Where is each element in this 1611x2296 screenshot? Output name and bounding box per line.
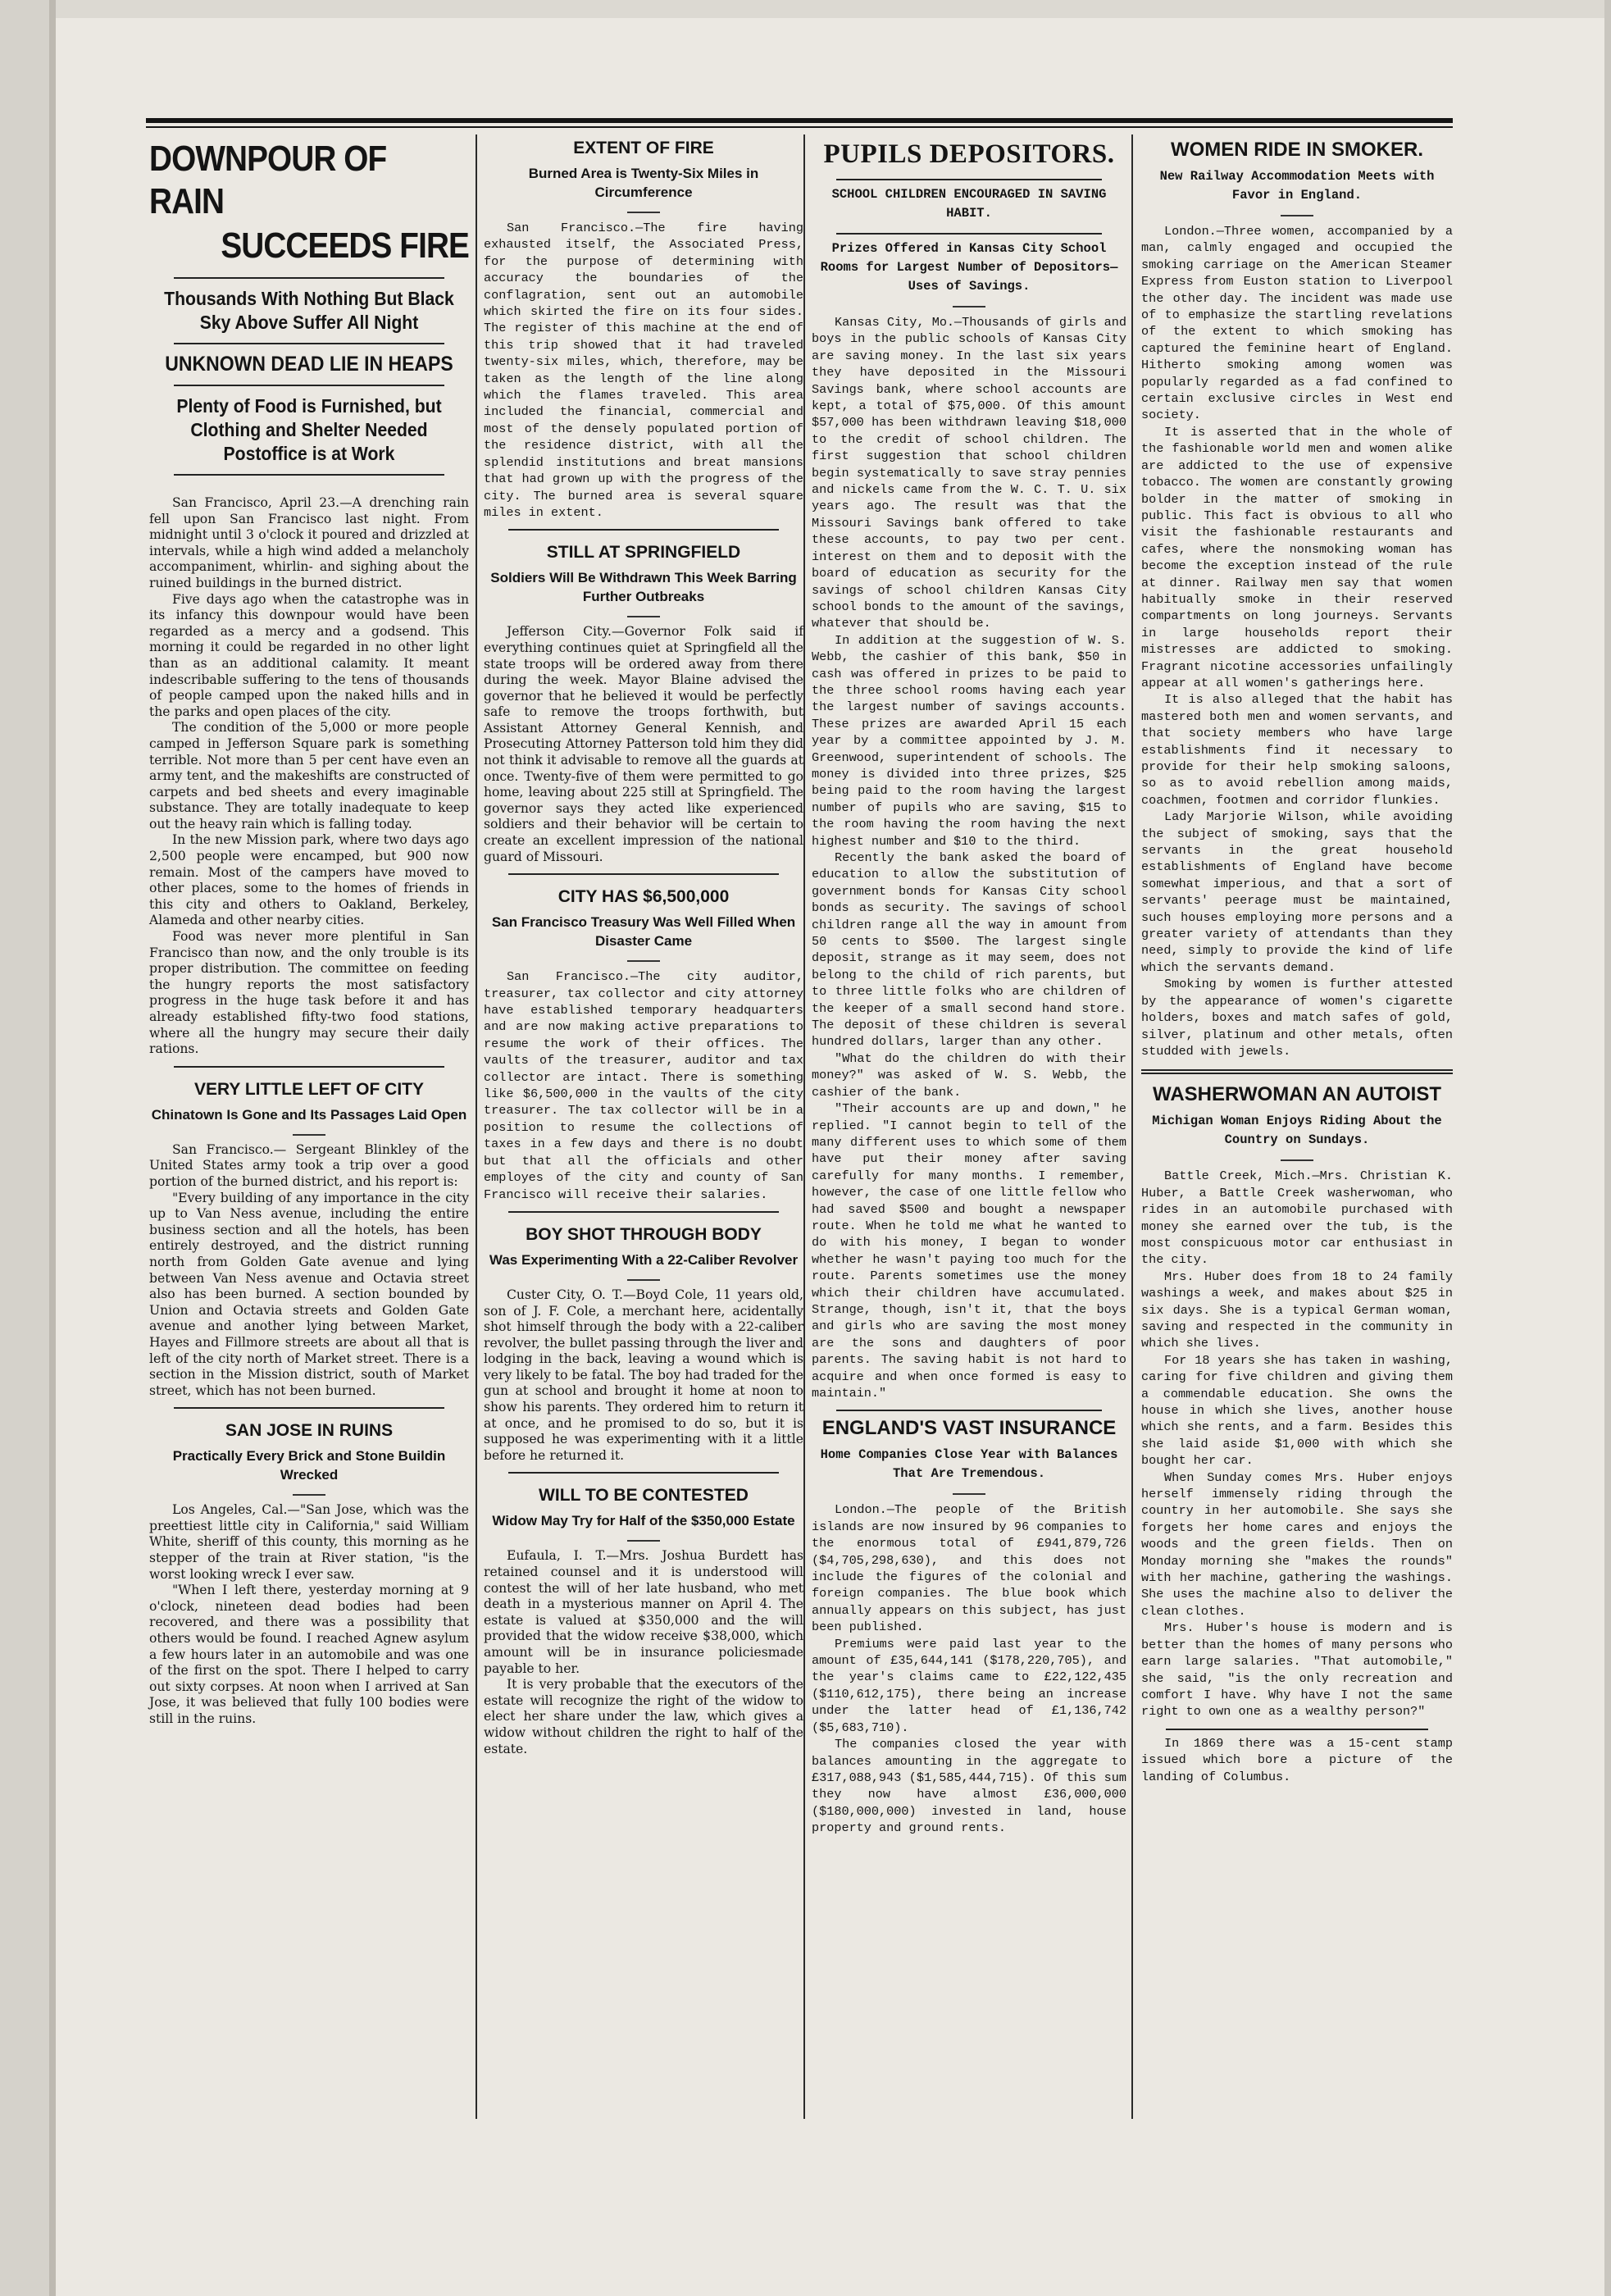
divider — [627, 212, 660, 213]
paragraph: Premiums were paid last year to the amount of £35,644,141 ($178,220,705), and the year's claims came to £22,122,435 ($110,612,175), there being an increase under the latter head of £1,136,742 ($5,683,710). — [812, 1636, 1126, 1735]
masthead-rule-thin — [146, 126, 1453, 128]
paragraph: "What do the children do with their money?" was asked of W. S. Webb, the cashier of the bank. — [812, 1050, 1126, 1100]
column-1 — [146, 134, 472, 2135]
paragraph: "Their accounts are up and down," he replied. "I cannot begin to tell of the many different uses to which some of them have put their money after saving carefully for many months. I remember, however, the case of one little fellow who had saved $500 and bought a newspaper route. When he told me what he wanted to do with his money, I began to wonder whether he wasn't paying too much for the route. Parents sometimes use the money which their children have accumulated. Strange, though, isn't it, that the boys and girls who are saving the most money are the sons and daughters of poor parents. The saving habit is not hard to acquire and when once formed is easy to maintain." — [812, 1101, 1126, 1401]
paragraph: Lady Marjorie Wilson, while avoiding the subject of smoking, says that the servants in the great household establishments of England have become somewhat imperious, and that a sort of servants' peerage must be maintained, such houses employing more persons and a greater variety of attendants than they need, simply to provide the kind of life which the servants demand. — [1141, 809, 1453, 975]
paragraph: Los Angeles, Cal.—"San Jose, which was the preettiest little city in California," said William White, sheriff of this county, this morning as he stepper of the train at River station, "is the worst looking wreck I ever saw. — [149, 1502, 469, 1582]
main-headline-line2: SUCCEEDS FIRE — [221, 226, 469, 266]
column-2 — [480, 134, 807, 2135]
divider — [953, 1493, 985, 1495]
paragraph: Smoking by women is further attested by the appearance of women's cigarette holders, boxes and match safes of gold, silver, platinum and other metals, often studded with jewels. — [1141, 977, 1453, 1059]
paragraph: It is asserted that in the whole of the fashionable world men and women alike are addicted to the use of expensive tobacco. The women are constantly growing bolder in the matter of smoking in public. This fact is obvious to all who visit the fashionable restaurants and cafes, where the nonsmoking woman has become the exception instead of the rule at dinner. Railway men say that women habitually smoke in their reserved compartments on long journeys. Servants in large households report their mistresses are addicted to smoking. Fragrant nicotine accessories unfailingly appear at all women's gatherings here. — [1141, 424, 1453, 690]
divider — [174, 385, 444, 386]
article-subhead: Chinatown Is Gone and Its Passages Laid Open — [151, 1106, 467, 1123]
divider — [627, 1279, 660, 1281]
article-body — [484, 220, 803, 521]
paragraph: "When I left there, yesterday morning at 9 o'clock, nineteen dead bodies had been recovered, and there was a possibility that others would be found. I reached Agnew asylum a few hours later in an automobile and was one of the first on the spot. There I helped to carry out sixty corpses. At noon when I arrived at San Jose, it was believed that fully 100 bodies were still in the ruins. — [149, 1583, 469, 1726]
divider — [174, 1407, 444, 1409]
paragraph: San Francisco.—The fire having exhausted itself, the Associated Press, for the purpose of determining with accuracy the boundaries of the conflagration, sent out an automobile which skirted the fire on its four sides. The register of this machine at the end of this trip showed that it had traveled twenty-six miles, which, therefore, may be taken as the length of the line along which the flames traveled. This area included the financial, commercial and most of the densely populated portion of the residence district, with all the splendid institutions and breat mansions that had grown up with the progress of the city. The burned area is several square miles in extent. — [484, 221, 803, 520]
divider — [627, 1540, 660, 1542]
article-body — [149, 495, 469, 1058]
paragraph: San Francisco.—The city auditor, treasurer, tax collector and city attorney have established temporary headquarters and are now making active preparations to resume the work of their offices. The vaults of the treasurer, auditor and tax collector are intact. There is something like $6,500,000 in the vaults of the city treasurer. The tax collector will be in a position to resume the collections of taxes in a few days and there is no doubt but that all the officials and other employes of the city and county of San Francisco will receive their salaries. — [484, 969, 803, 1202]
paragraph: Kansas City, Mo.—Thousands of girls and boys in the public schools of Kansas City are saving money. In the last six years they have deposited in the Missouri Savings bank, where school accounts are kept, a total of $75,000. Of this amount $57,000 has been withdrawn leaving $18,000 to the credit of school children. The first suggestion that school children begin systematically to save stray pennies and nickels came from the W. C. T. U. six years ago. The result was that the Missouri Savings bank offered to take these accounts, to pay two per cent. interest on them and to deposit with the board of education as security for the savings of school children Kansas City school bonds to the amount of the savings, whatever that should be. — [812, 315, 1126, 631]
divider — [953, 306, 985, 308]
paragraph: London.—Three women, accompanied by a man, calmly engaged and occupied the smoking carriage on the American Steamer Express from Euston station to Liverpool the other day. The incident was made use of to emphasize the startling revelations of the extent to which smoking has captured the feminine heart of England. Hitherto smoking among women was popularly regarded as a fad confined to certain exclusive circles in West end society. — [1141, 224, 1453, 423]
article-headline: WILL TO BE CONTESTED — [539, 1486, 749, 1506]
paragraph: Jefferson City.—Governor Folk said if everything continues quiet at Springfield all the state troops will be ordered away from there during the week. Mayor Blaine advised the governor that he believed it would be perfectly safe to remove the troops forthwith, but Assistant Attorney General Kennish, and Prosecuting Attorney Patterson told him they did not think it advisable to remove all the guards at once. Twenty-five of them were permitted to go home, leaving about 225 still at Springfield. The governor says they acted like experienced soldiers and their behavior will be certain to create an excellent impression of the national guard of Missouri. — [484, 624, 803, 864]
divider — [1141, 1073, 1453, 1074]
article-subhead: Home Companies Close Year with Balances That Are Tremendous. — [820, 1447, 1118, 1482]
paragraph: San Francisco, April 23.—A drenching rain fell upon San Francisco last night. From midnight until 3 o'clock it poured and drizzled at intervals, while a high wind added a melancholy accompaniment, whirlin- and sighing about the ruined buildings in the burned district. — [149, 495, 469, 590]
paragraph: Eufaula, I. T.—Mrs. Joshua Burdett has retained counsel and it is understood will contest the will of her late husband, who met death in a mysterious manner on April 4. The estate is valued at $350,000 and the will provided that the widow receive $38,000, which amount will be in insurance policiesmade payable to her. — [484, 1548, 803, 1676]
paragraph: Mrs. Huber's house is modern and is better than the homes of many persons who earn large salaries. "That automobile," she said, "is the only recreation and comfort I have. Why have I not the same right to own one as a wealthy person?" — [1141, 1620, 1453, 1720]
divider — [836, 179, 1102, 180]
article-headline: PUPILS DEPOSITORS. — [823, 139, 1115, 169]
paragraph: When Sunday comes Mrs. Huber enjoys herself immensely riding through the country in her automobile. She says she forgets her home cares and enjoys the woods and the green fields. Then on Monday morning she "makes the rounds" with her machine, gathering the washings. She uses the machine also to deliver the clean clothes. — [1141, 1469, 1453, 1619]
paragraph: "Every building of any importance in the city up to Van Ness avenue, including the entire business section and all the hotels, has been entirely destroyed, and the district running north from Golden Gate avenue and lying between Van Ness avenue and Octavia street also has been burned. A section bounded by Union and Octavia streets and Golden Gate avenue and another lying between Market, Hayes and Fillmore streets are about all that is left of the city north of Market street. There is a section in the Mission district, south of Market street, which has not been burned. — [149, 1190, 469, 1398]
divider — [508, 1211, 779, 1213]
paragraph: It is very probable that the executors of the estate will recognize the right of the widow to elect her share under the law, which gives a widow without children the right to half of the estate. — [484, 1677, 803, 1756]
article-body — [1141, 223, 1453, 1059]
article-subhead: Burned Area is Twenty-Six Miles in Circumference — [528, 166, 759, 200]
article-subhead: Practically Every Brick and Stone Buildin Wrecked — [172, 1448, 446, 1483]
article-body — [812, 314, 1126, 1401]
article-body — [149, 1502, 469, 1727]
article-subhead: Was Experimenting With a 22-Caliber Revolver — [489, 1251, 799, 1268]
paragraph: San Francisco.— Sergeant Blinkley of the United States army took a trip over a good portion of the burned district, and his report is: — [149, 1141, 469, 1189]
divider — [836, 233, 1102, 235]
paragraph: In 1869 there was a 15-cent stamp issued which bore a picture of the landing of Columbus. — [1141, 1735, 1453, 1784]
article-body — [484, 624, 803, 865]
divider — [174, 1066, 444, 1068]
paragraph: London.—The people of the British islands are now insured by 96 companies to the enormous total of £941,879,726 ($4,705,298,630), and this does not include the figures of the colonial and foreign companies. The blue book which annually appears on this subject, has just been published. — [812, 1502, 1126, 1635]
scan-edge-right — [1604, 0, 1611, 2296]
article-headline: WASHERWOMAN AN AUTOIST — [1153, 1083, 1441, 1106]
article-body — [484, 1287, 803, 1465]
article-headline: STILL AT SPRINGFIELD — [546, 543, 741, 563]
paragraph: The condition of the 5,000 or more people camped in Jefferson Square park is something terrible. Not more than 5 per cent have even an army tent, and the makeshifts are constructed of carpets and bed sheets and every imaginable substance. They are totally inadequate to keep out the heavy rain which is falling today. — [149, 720, 469, 831]
article-subhead: Michigan Woman Enjoys Riding About the Country on Sundays. — [1152, 1114, 1442, 1148]
paragraph: Mrs. Huber does from 18 to 24 family washings a week, and makes about $25 in six days. She is a typical German woman, saving and respected in the community in which she lives. — [1141, 1269, 1453, 1351]
article-body — [812, 1501, 1126, 1836]
article-subhead: San Francisco Treasury Was Well Filled When Disaster Came — [491, 914, 796, 950]
article-subhead: SCHOOL CHILDREN ENCOURAGED IN SAVING HABIT. — [831, 187, 1107, 221]
paragraph: In addition at the suggestion of W. S. Webb, the cashier of this bank, $50 in cash was offered in prizes to be paid to the three school rooms having each year the largest number of savings accounts. These prizes are awarded April 15 each year by a committee appointed by J. M. Greenwood, superintendent of schools. The money is divided into three prizes, $25 being paid to the room having the largest number of pupils who are saving, $15 to the room having the room having the next highest number and $10 to the third. — [812, 632, 1126, 849]
column-3 — [808, 134, 1130, 2135]
article-headline: EXTENT OF FIRE — [573, 139, 714, 157]
paragraph: Battle Creek, Mich.—Mrs. Christian K. Huber, a Battle Creek washerwoman, who rides in an automobile purchased with money she earned over the tub, is the most conspicuous motor car enthusiast in the city. — [1141, 1168, 1453, 1268]
paragraph: It is also alleged that the habit has mastered both men and women servants, and that society members who have large establishments find it necessary to provide for their help smoking saloons, so as to avoid rebellion among maids, coachmen, footmen and corridor flunkies. — [1141, 692, 1453, 808]
divider — [836, 1410, 1102, 1411]
paragraph: Custer City, O. T.—Boyd Cole, 11 years old, son of J. F. Cole, a merchant here, acidentally shot himself through the body with a 22-caliber revolver, the bullet passing through the liver and lodging in the back, leaving a wound which is very likely to be fatal. The boy had traded for the gun at school and brought it home at noon to show his parents. They ordered him to return it at once, and he promised to do so, but it is supposed he was experimenting with it a little before he returned it. — [484, 1287, 803, 1463]
scan-margin-left — [0, 0, 56, 2296]
article-body — [484, 1548, 803, 1757]
headline-deck: Plenty of Food is Furnished, but Clothing and Shelter Needed Postoffice is at Work — [176, 395, 442, 464]
paragraph: The companies closed the year with balances amounting in the aggregate to £317,088,943 ($1,585,444,715). Of this sum they now have almost £36,000,000 ($180,000,000) invested in land, house property and ground rents. — [812, 1737, 1126, 1836]
headline-deck: UNKNOWN DEAD LIE IN HEAPS — [165, 353, 453, 376]
paragraph: Five days ago when the catastrophe was in its infancy this downpour would have been regarded as a mercy and a godsend. This morning it could be regarded in no other light than as an additional calamity. It meant indescribable suffering to the tens of thousands of people camped upon the naked hills and in the parks and open places of the city. — [149, 591, 469, 719]
divider — [508, 873, 779, 875]
divider — [1166, 1729, 1428, 1730]
divider — [293, 1134, 325, 1136]
article-body — [149, 1142, 469, 1400]
divider — [1281, 215, 1313, 216]
divider — [508, 1472, 779, 1474]
article-headline: WOMEN RIDE IN SMOKER. — [1170, 139, 1423, 161]
filler-item — [1141, 1735, 1453, 1785]
scan-margin-top — [56, 0, 1611, 18]
divider — [174, 474, 444, 476]
column-divider — [1131, 134, 1133, 2119]
article-headline: BOY SHOT THROUGH BODY — [526, 1224, 762, 1244]
article-headline: CITY HAS $6,500,000 — [557, 887, 730, 907]
article-headline: VERY LITTLE LEFT OF CITY — [193, 1079, 424, 1099]
paragraph: In the new Mission park, where two days ago 2,500 people were encamped, but 900 now remain. Most of the campers have moved to other places, some to the homes of friends in this city and others to Oakland, Berkeley, Alameda and other nearby cities. — [149, 832, 469, 928]
column-4 — [1138, 134, 1456, 2135]
article-subhead: New Railway Accommodation Meets with Favor in England. — [1159, 169, 1435, 203]
headline-deck: Thousands With Nothing But Black Sky Above Suffer All Night — [164, 288, 454, 333]
divider — [1141, 1069, 1453, 1071]
divider — [174, 277, 444, 279]
article-subhead: Prizes Offered in Kansas City School Rooms for Largest Number of Depositors—Uses of Savings. — [820, 241, 1118, 294]
divider — [1281, 1159, 1313, 1161]
main-headline-line1: DOWNPOUR OF RAIN — [149, 139, 387, 221]
divider — [627, 960, 660, 962]
paragraph: For 18 years she has taken in washing, caring for five children and giving them a commendable education. She owns the house in which she lives, another house which she rents, and a farm. Besides this she laid aside $1,000 with which she bought her car. — [1141, 1352, 1453, 1469]
article-subhead: Soldiers Will Be Withdrawn This Week Barring Further Outbreaks — [490, 570, 797, 605]
divider — [508, 529, 779, 531]
paragraph: Food was never more plentiful in San Francisco than now, and the only trouble is its proper distribution. The committee on feeding the hungry reports the most satisfactory progress in the huge task before it and has already established fifty-two food stations, where all the hungry may secure their daily rations. — [149, 929, 469, 1057]
paragraph: Recently the bank asked the board of education to allow the substitution of government bonds for Kansas City school bonds as security. The savings of school children range all the way in amount from 50 cents to $500. The largest single deposit, strange as it may seem, does not belong to the child of rich parents, but to three little folks who are children of the keeper of a small second hand store. The deposit of these children is several hundred dollars, larger than any other. — [812, 850, 1126, 1050]
article-subhead: Widow May Try for Half of the $350,000 Estate — [492, 1513, 795, 1529]
article-headline: ENGLAND'S VAST INSURANCE — [821, 1417, 1117, 1440]
divider — [174, 343, 444, 344]
article-body — [484, 968, 803, 1203]
divider — [627, 616, 660, 617]
article-headline: SAN JOSE IN RUINS — [225, 1421, 394, 1441]
masthead-rule — [146, 118, 1453, 123]
divider — [293, 1494, 325, 1496]
scan-edge-left — [49, 0, 56, 2296]
column-divider — [476, 134, 477, 2119]
article-body — [1141, 1168, 1453, 1720]
